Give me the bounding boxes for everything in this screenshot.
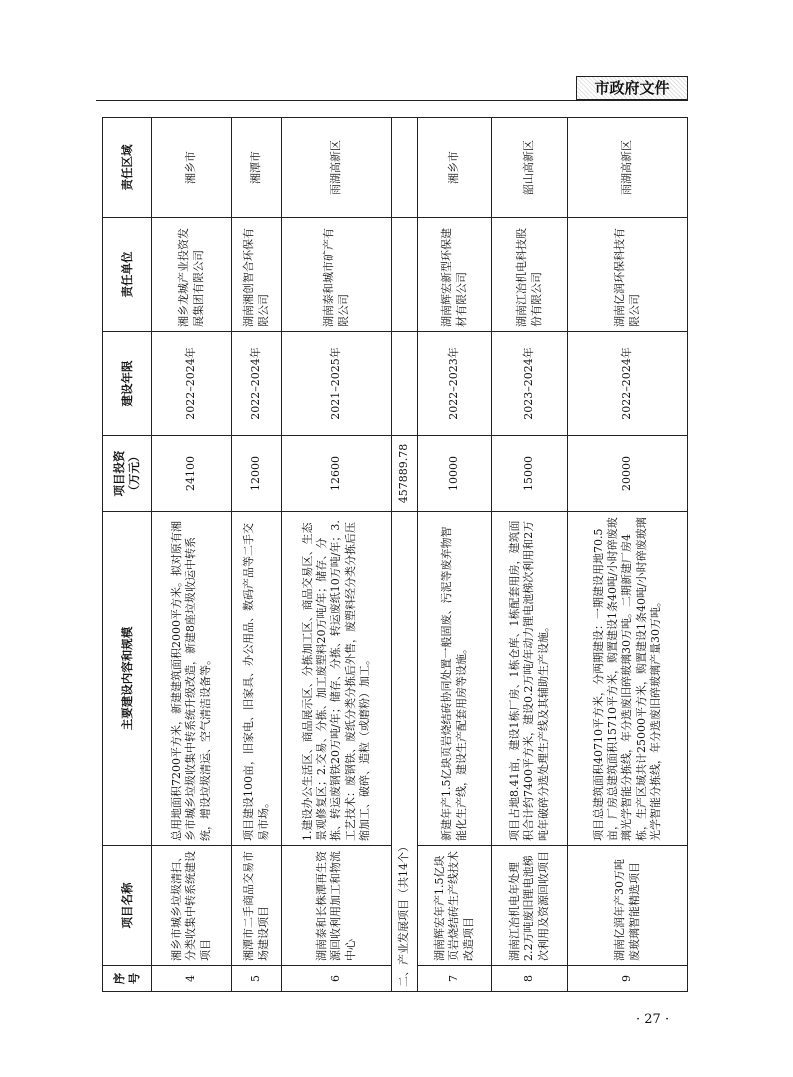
document-type-badge: 市政府文件 [576,76,688,100]
row-content: 项目总建筑面积40710平方米，分两期建设：一期建设用地70.5亩，厂房总建筑面积15710平方米，购置建设1条40吨/小时碎废玻璃光学智能分拣线，年分选废旧碎玻璃30万吨。二期新建厂房4栋，生产区域共计25000平方米，购置建设1条40吨/小时碎废玻璃光学智能分拣线，年分选废旧碎玻璃产量30万吨。 [568,512,688,846]
rotated-table-frame [102,118,682,992]
col-header-no: 序号 [103,966,152,992]
row-unit: 湖南辉宏新型环保建材有限公司 [418,218,492,332]
table-header-row [103,118,152,992]
header-rule [96,100,688,101]
row-no: 7 [418,966,492,992]
row-period: 2022–2024年 [152,332,232,436]
row-name: 湖南泰和长株潭再生资源回收利用加工和物流中心 [282,846,392,966]
page-number: · 27 · [636,1012,670,1027]
row-content: 项目占地8.41亩，建设1栋厂房、1栋仓库、1栋配套用房，建筑面积合计约7400平方米，建设0.2万吨/年动力锂电池梯次利用和2万吨年破碎分选处理生产线及其辅助生产设施。 [492,512,568,846]
row-investment: 12600 [282,436,392,512]
table-row [232,118,282,992]
category-investment: 457889.78 [392,436,418,512]
table-row [152,118,232,992]
row-period: 2023–2024年 [492,332,568,436]
table-row [568,118,688,992]
row-unit: 湖南湘创智合环保有限公司 [232,218,282,332]
table-row [418,118,492,992]
row-no: 9 [568,966,688,992]
row-name: 湖南亿润年产30万吨废玻璃智能精选项目 [568,846,688,966]
row-name: 湖南江冶机电年处理2.2万吨废旧锂电池梯次利用及资源回收项目 [492,846,568,966]
row-period: 2021–2025年 [282,332,392,436]
category-empty-cell [392,118,418,218]
row-period: 2022–2024年 [232,332,282,436]
row-area: 湘乡市 [152,118,232,218]
row-period: 2022–2024年 [568,332,688,436]
category-empty-cell [392,332,418,436]
category-label: 二、产业发展项目（共14个） [392,512,418,992]
col-header-period: 建设年限 [103,332,152,436]
project-table [102,117,688,992]
col-header-unit: 责任单位 [103,218,152,332]
row-no: 5 [232,966,282,992]
row-content: 新建年产1.5亿块页岩烧结砖协同处置一般固废、污泥等废弃物智能化生产线，建设生产配套用房等设施。 [418,512,492,846]
row-area: 湘乡市 [418,118,492,218]
col-header-area: 责任区域 [103,118,152,218]
row-content: 总用地面积7200平方米，新建建筑面积2000平方米。拟对原有湘乡市城乡垃圾收集中转系统升级改造，新建8座垃圾收运中转系统，增设垃圾清运、空气清洁设备等。 [152,512,232,846]
row-content: 1.建设办公生活区、商品展示区、分拣加工区、商品交易区、生态景观修复区；2.交易、分拣、加工废塑料20万吨/年；储存、分拣、转运废钢铁20万吨/年；储存、分拣、转运废纸10万吨/年；3.工艺技术：废钢铁、废纸分类分拣后外售，废塑料经分类分拣后压缩加工、破碎、造粒（或磨粉）加工。 [282,512,392,846]
row-unit: 湖南江冶机电科技股份有限公司 [492,218,568,332]
row-investment: 10000 [418,436,492,512]
category-row [392,118,418,992]
row-investment: 15000 [492,436,568,512]
row-area: 湘潭市 [232,118,282,218]
col-header-investment: 项目投资（万元） [103,436,152,512]
row-period: 2022–2023年 [418,332,492,436]
row-area: 韶山高新区 [492,118,568,218]
row-name: 湖南辉宏年产1.5亿块页岩烧结砖生产线技术改造项目 [418,846,492,966]
col-header-name: 项目名称 [103,846,152,966]
row-investment: 24100 [152,436,232,512]
table-row [492,118,568,992]
row-no: 6 [282,966,392,992]
category-empty-cell [392,218,418,332]
row-content: 项目建设100亩，旧家电、旧家具、办公用品、数码产品等二手交易市场。 [232,512,282,846]
row-unit: 湖南泰和城市矿产有限公司 [282,218,392,332]
row-name: 湘潭市二手商品交易市场建设项目 [232,846,282,966]
row-area: 雨湖高新区 [282,118,392,218]
row-investment: 20000 [568,436,688,512]
row-unit: 湘乡龙城产业投资发展集团有限公司 [152,218,232,332]
row-no: 8 [492,966,568,992]
row-unit: 湖南亿润环保科技有限公司 [568,218,688,332]
row-no: 4 [152,966,232,992]
row-investment: 12000 [232,436,282,512]
col-header-content: 主要建设内容和规模 [103,512,152,846]
row-area: 雨湖高新区 [568,118,688,218]
rotated-table-content [102,118,682,992]
row-name: 湘乡市城乡垃圾清扫、分类收集中转系统建设项目 [152,846,232,966]
table-row [282,118,392,992]
